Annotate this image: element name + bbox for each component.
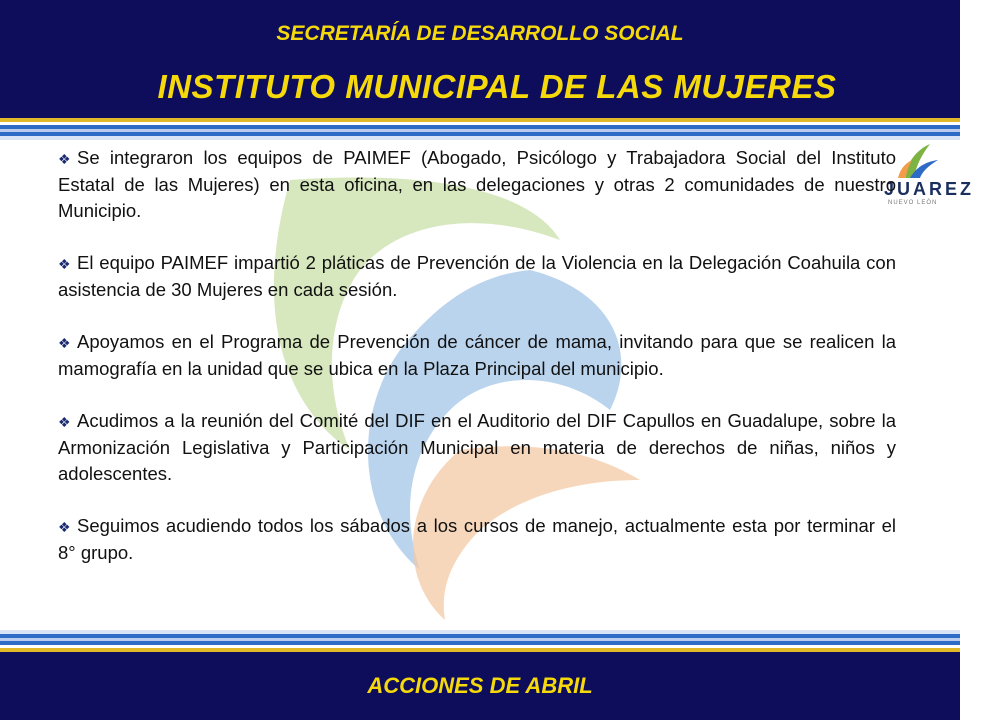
bottom-decorative-stripes	[0, 630, 960, 652]
bullet-list	[58, 145, 896, 592]
diamond-bullet-icon: ❖	[58, 256, 71, 272]
list-item-text: El equipo PAIMEF impartió 2 pláticas de Prevención de la Violencia en la Delegación Coahuila con asistencia de 30 Mujeres en cada sesión.	[58, 252, 896, 300]
diamond-bullet-icon: ❖	[58, 335, 71, 351]
list-item-text: Acudimos a la reunión del Comité del DIF en el Auditorio del DIF Capullos en Guadalupe, sobre la Armonización Legislativa y Participación Municipal en materia de derechos de niñas, niños y adolescentes.	[58, 410, 896, 484]
list-item	[58, 408, 896, 487]
logo-sub-text: NUEVO LEÓN	[888, 200, 938, 206]
list-item-text: Se integraron los equipos de PAIMEF (Abogado, Psicólogo y Trabajadora Social del Instituto Estatal de las Mujeres) en esta oficina, en las delegaciones y otras 2 comunidades de nuestro Municipio.	[58, 147, 896, 221]
list-item-text: Apoyamos en el Programa de Prevención de cáncer de mama, invitando para que se realicen la mamografía en la unidad que se ubica en la Plaza Principal del municipio.	[58, 331, 896, 379]
list-item	[58, 145, 896, 224]
page-title: INSTITUTO MUNICIPAL DE LAS MUJERES	[157, 68, 837, 105]
diamond-bullet-icon: ❖	[58, 414, 71, 430]
footer-label: ACCIONES DE ABRIL	[367, 673, 593, 698]
list-item	[58, 250, 896, 303]
diamond-bullet-icon: ❖	[58, 519, 71, 535]
list-item	[58, 513, 896, 566]
list-item-text: Seguimos acudiendo todos los sábados a los cursos de manejo, actualmente esta por terminar el 8° grupo.	[58, 515, 896, 563]
department-subtitle: SECRETARÍA DE DESARROLLO SOCIAL	[276, 22, 684, 45]
diamond-bullet-icon: ❖	[58, 151, 71, 167]
logo-name-text: JUAREZ	[884, 179, 975, 199]
header-banner	[0, 0, 960, 118]
footer-banner	[0, 652, 960, 720]
top-decorative-stripes	[0, 118, 960, 140]
list-item	[58, 329, 896, 382]
